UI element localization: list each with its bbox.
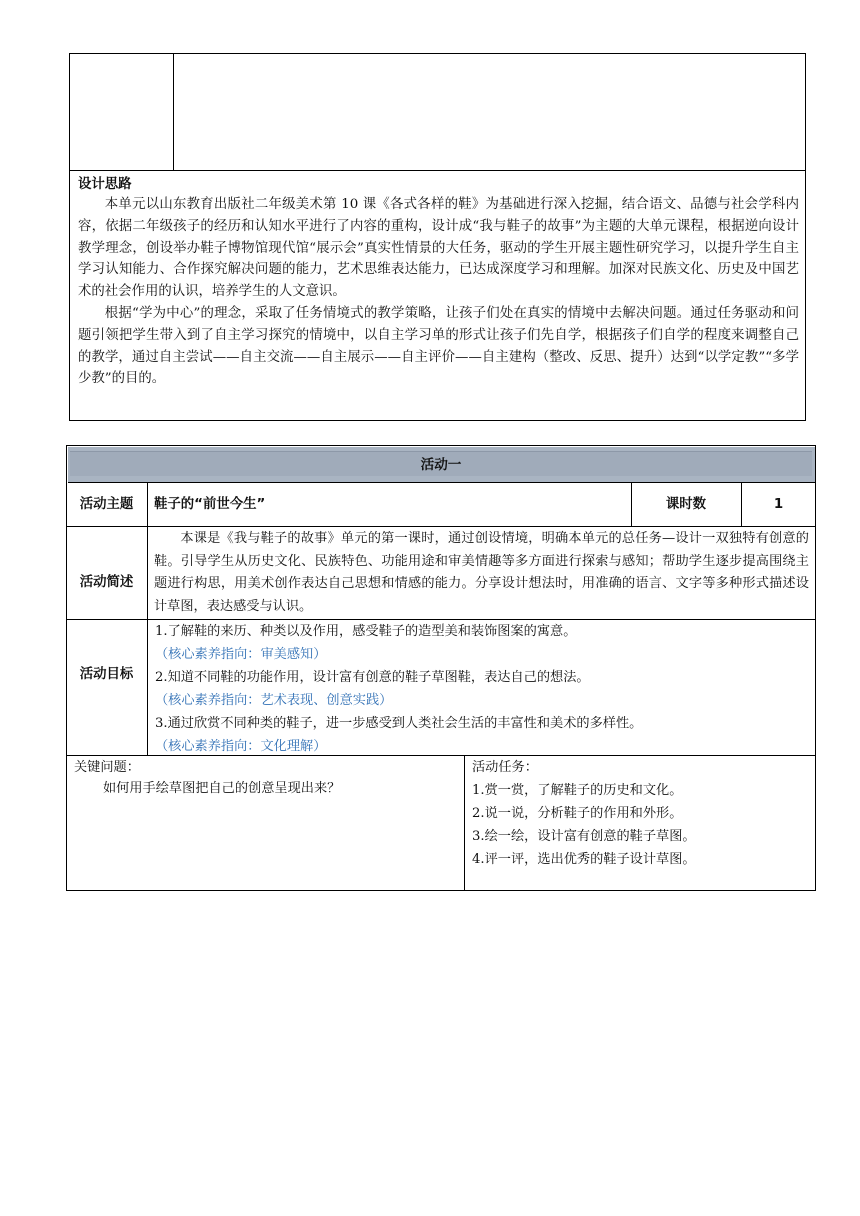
task-item-1: 1.赏一赏，了解鞋子的历史和文化。 [472, 783, 683, 798]
top-table-col-divider [173, 53, 174, 170]
tasks-label: 活动任务： [472, 760, 538, 775]
task-item-4: 4.评一评，选出优秀的鞋子设计草图。 [472, 852, 696, 867]
design-heading: 设计思路 [78, 177, 132, 192]
goal-note-3: （核心素养指向：文化理解） [155, 739, 327, 754]
brief-paragraph: 本课是《我与鞋子的故事》单元的第一课时，通过创设情境，明确本单元的总任务—设计一双独特有创意的鞋。引导学生从历史文化、民族特色、功能用途和审美情趣等多方面进行探索与感知；帮助学生逐步提高围绕主题进行构思，用美术创作表达自己思想和情感的能力。分享设计想法时，用准确的语言、文字等多种形式描述设计草图，表达感受与认识。 [154, 531, 809, 614]
row-line-1 [66, 526, 816, 527]
theme-label: 活动主题 [79, 497, 134, 512]
design-body [78, 194, 799, 390]
col-line-bottom [464, 755, 465, 891]
key-question-label: 关键问题： [74, 760, 140, 775]
activity-header-title: 活动一 [420, 457, 462, 473]
key-question: 如何用手绘草图把自己的创意呈现出来？ [103, 781, 341, 796]
tasks-list [472, 779, 696, 871]
brief-text [154, 528, 809, 618]
hours-label: 课时数 [665, 497, 707, 512]
goal-note-2: （核心素养指向：艺术表现、创意实践） [155, 693, 393, 708]
goals-label: 活动目标 [79, 667, 134, 682]
task-item-3: 3.绘一绘，设计富有创意的鞋子草图。 [472, 829, 696, 844]
design-paragraph-1: 本单元以山东教育出版社二年级美术第 10 课《各式各样的鞋》为基础进行深入挖掘，结合语文、品德与社会学科内容，依据二年级孩子的经历和认知水平进行了内容的重构，设计成“我与鞋子的故事”为主题的大单元课程，根据逆向设计教学理念，创设举办鞋子博物馆现代馆“展示会”真实性情景的大任务，驱动的学生开展主题性研究学习，以提升学生自主学习认知能力、合作探究解决问题的能力，艺术思维表达能力，已达成深度学习和理解。加深对民族文化、历史及中国艺术的社会作用的认识，培养学生的人文意识。 [78, 197, 799, 300]
goal-note-1: （核心素养指向：审美感知） [155, 647, 327, 662]
goal-item-1: 1.了解鞋的来历、种类以及作用，感受鞋子的造型美和装饰图案的寓意。 [155, 624, 577, 639]
theme-value: 鞋子的“前世今生” [154, 497, 266, 512]
task-item-2: 2.说一说，分析鞋子的作用和外形。 [472, 806, 683, 821]
goals-list [155, 620, 810, 758]
design-paragraph-2: 根据“学为中心”的理念，采取了任务情境式的教学策略，让孩子们处在真实的情境中去解决问题。通过任务驱动和问题引领把学生带入到了自主学习探究的情境中，以自主学习单的形式让孩子们先自学，根据孩子们自学的程度来调整自己的教学，通过自主尝试——自主交流——自主展示——自主评价——自主建构（整改、反思、提升）达到“以学定教”“多学少教”的目的。 [78, 305, 799, 387]
hours-value: 1 [773, 497, 784, 512]
col-line-label [147, 483, 148, 755]
goal-item-3: 3.通过欣赏不同种类的鞋子，进一步感受到人类社会生活的丰富性和美术的多样性。 [155, 716, 643, 731]
brief-label: 活动简述 [79, 575, 134, 590]
top-table-row-divider [69, 170, 806, 171]
goal-item-2: 2.知道不同鞋的功能作用，设计富有创意的鞋子草图鞋，表达自己的想法。 [155, 670, 590, 685]
